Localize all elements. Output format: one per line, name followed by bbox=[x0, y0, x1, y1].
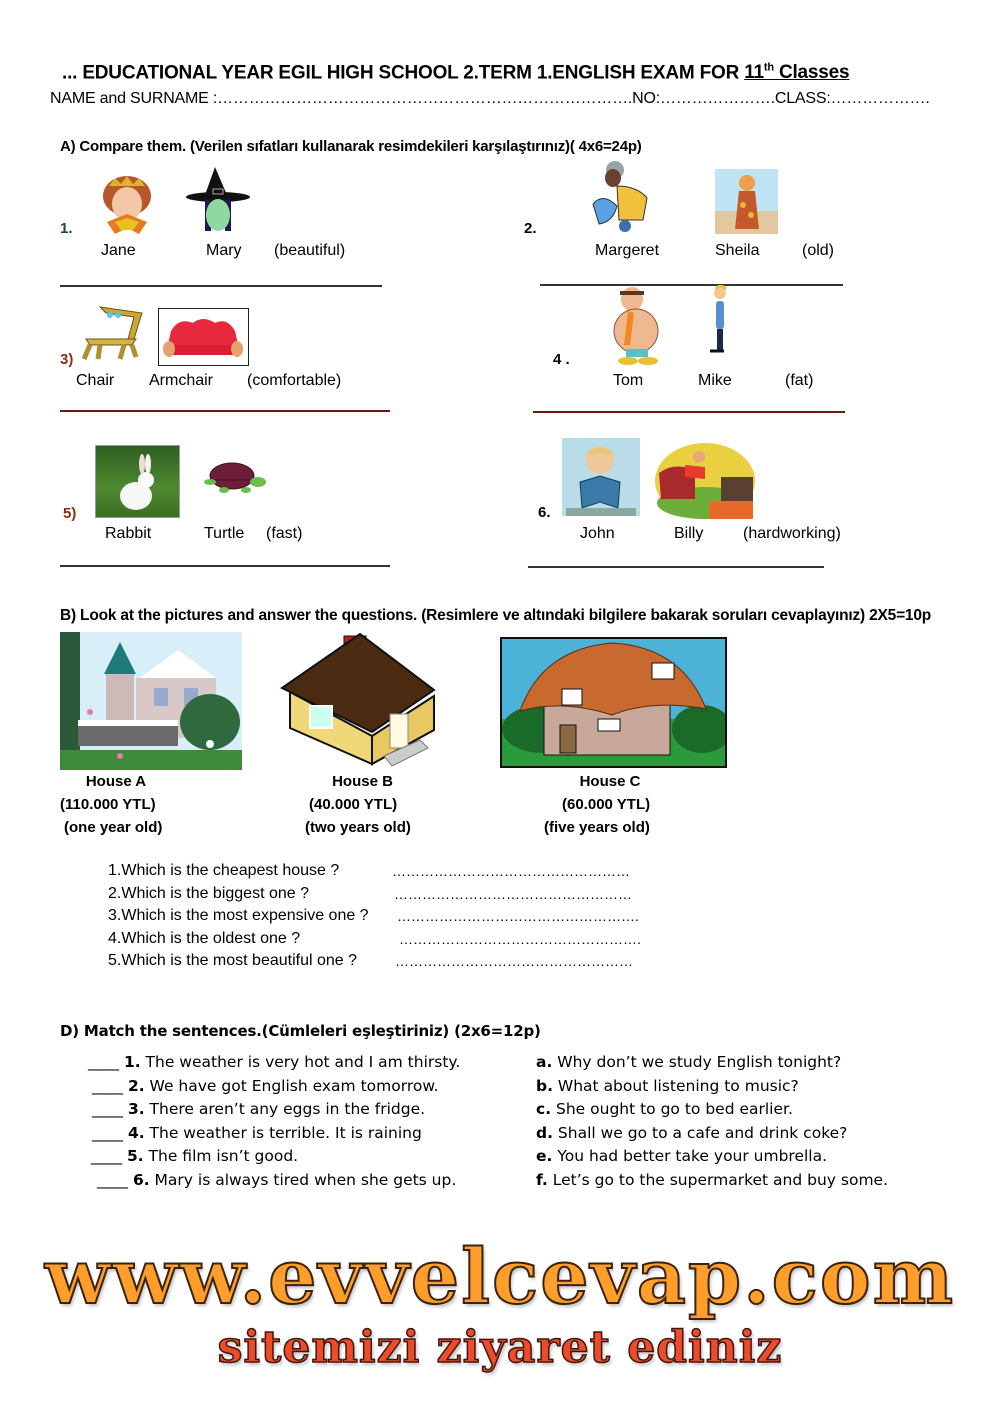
answer-dots-2[interactable]: …………………………………………… bbox=[394, 885, 632, 902]
fat-man-picture bbox=[610, 285, 662, 365]
name-1: Chair bbox=[76, 372, 115, 389]
match-number: 3. bbox=[127, 1100, 145, 1118]
match-text: The weather is very hot and I am thirsty. bbox=[140, 1053, 461, 1071]
name-2: Sheila bbox=[715, 242, 760, 259]
match-text: Shall we go to a cafe and drink coke? bbox=[552, 1123, 848, 1142]
house-b-name: House B bbox=[332, 773, 393, 790]
house-b-age: (two years old) bbox=[305, 819, 411, 836]
exam-title bbox=[62, 62, 849, 84]
match-number: 6. bbox=[132, 1170, 150, 1189]
name-no-class-line[interactable]: NAME and SURNAME :…………………………………………………………………….NO:………………….CLASS:………………. bbox=[50, 90, 930, 107]
question-3: 3.Which is the most expensive one ? bbox=[108, 907, 369, 924]
name-1: Tom bbox=[613, 372, 644, 389]
match-text: She ought to go to bed earlier. bbox=[551, 1100, 793, 1118]
knitting-grandmother-picture bbox=[583, 158, 649, 234]
match-text: Mary is always tired when she gets up. bbox=[149, 1170, 457, 1189]
match-text: Why don’t we study English tonight? bbox=[552, 1053, 842, 1071]
adjective: (fast) bbox=[266, 525, 303, 542]
answer-line-2[interactable] bbox=[540, 284, 843, 286]
watermark-site-url: www.evvelcevap.com bbox=[45, 1232, 955, 1321]
match-number: 4. bbox=[127, 1123, 145, 1142]
match-blank[interactable]: ____ bbox=[88, 1053, 119, 1071]
question-1: 1.Which is the cheapest house ? bbox=[108, 862, 340, 879]
name-1: Margeret bbox=[595, 242, 660, 259]
match-number: 5. bbox=[126, 1147, 144, 1165]
turtle-picture bbox=[202, 460, 268, 496]
house-c-age: (five years old) bbox=[544, 819, 650, 836]
match-text: What about listening to music? bbox=[552, 1076, 799, 1095]
match-left-item bbox=[88, 1075, 460, 1099]
match-text: The weather is terrible. It is raining bbox=[144, 1123, 422, 1142]
name-2: Billy bbox=[674, 525, 704, 542]
section-d-heading: D) Match the sentences.(Cümleleri eşleştiriniz) (2x6=12p) bbox=[60, 1022, 541, 1040]
match-letter: f. bbox=[536, 1170, 548, 1189]
match-blank[interactable]: ____ bbox=[92, 1123, 123, 1142]
grade-sup: th bbox=[763, 62, 774, 74]
adjective: (hardworking) bbox=[743, 525, 841, 542]
match-number: 1. bbox=[123, 1053, 141, 1071]
questions-list bbox=[108, 860, 369, 973]
match-left-item bbox=[88, 1169, 460, 1193]
match-text: We have got English exam tomorrow. bbox=[144, 1076, 439, 1095]
house-b-price: (40.000 YTL) bbox=[309, 796, 398, 813]
match-right-item bbox=[536, 1169, 888, 1193]
item-number: 2. bbox=[524, 220, 537, 237]
match-right-item bbox=[536, 1145, 888, 1169]
adjective: (old) bbox=[802, 242, 835, 259]
adjective: (fat) bbox=[785, 372, 814, 389]
match-blank[interactable]: ____ bbox=[92, 1076, 123, 1095]
queen-face-picture bbox=[95, 172, 159, 236]
name-2: Turtle bbox=[204, 525, 245, 542]
red-sofa-picture bbox=[158, 308, 249, 366]
name-1: Jane bbox=[101, 242, 136, 259]
answer-line-3[interactable] bbox=[60, 410, 390, 412]
match-text: Let’s go to the supermarket and buy some. bbox=[547, 1170, 889, 1189]
watermark-visit-text: sitemizi ziyaret ediniz bbox=[217, 1322, 783, 1373]
match-blank[interactable]: ____ bbox=[97, 1170, 128, 1189]
match-blank[interactable]: ____ bbox=[91, 1147, 122, 1165]
answer-dots-4[interactable]: ……………………………………………. bbox=[399, 930, 641, 947]
name-2: Mary bbox=[206, 242, 242, 259]
house-b-picture bbox=[280, 632, 440, 770]
chair-picture bbox=[80, 305, 148, 361]
house-a-name: House A bbox=[85, 773, 147, 790]
answer-line-5[interactable] bbox=[60, 565, 390, 567]
match-text: The film isn’t good. bbox=[143, 1147, 299, 1165]
match-letter: b. bbox=[536, 1076, 553, 1095]
match-right-list bbox=[536, 1051, 888, 1192]
boy-reading-picture bbox=[562, 438, 640, 516]
match-left-item bbox=[88, 1098, 460, 1122]
match-number: 2. bbox=[127, 1076, 145, 1095]
match-text: There aren’t any eggs in the fridge. bbox=[144, 1100, 426, 1118]
name-1: John bbox=[580, 525, 615, 542]
item-number: 1. bbox=[60, 220, 73, 237]
question-2: 2.Which is the biggest one ? bbox=[108, 884, 310, 902]
item-number: 5) bbox=[63, 505, 77, 522]
section-a-heading: A) Compare them. (Verilen sıfatları kullanarak resimdekileri karşılaştırınız)( 4x6=24p) bbox=[60, 138, 642, 155]
match-right-item bbox=[536, 1075, 888, 1099]
boy-watching-tv-picture bbox=[655, 443, 755, 519]
match-left-item bbox=[88, 1051, 460, 1075]
house-c-name: House C bbox=[579, 773, 641, 790]
item-number: 4 . bbox=[553, 351, 570, 368]
name-2: Mike bbox=[698, 372, 732, 389]
name-2: Armchair bbox=[149, 372, 214, 389]
title-grade bbox=[744, 62, 849, 83]
house-c-price: (60.000 YTL) bbox=[562, 796, 651, 813]
question-4: 4.Which is the oldest one ? bbox=[108, 929, 301, 947]
answer-line-6[interactable] bbox=[528, 566, 824, 568]
match-text: You had better take your umbrella. bbox=[552, 1147, 828, 1165]
match-letter: d. bbox=[536, 1123, 553, 1142]
woman-at-beach-picture bbox=[715, 169, 778, 234]
item-number: 3) bbox=[60, 351, 74, 368]
answer-line-4[interactable] bbox=[533, 411, 845, 413]
answer-dots-5[interactable]: …………………………………………… bbox=[395, 953, 633, 969]
adjective: (beautiful) bbox=[274, 242, 346, 259]
match-left-item bbox=[88, 1145, 460, 1169]
match-left-item bbox=[88, 1122, 460, 1146]
match-right-item bbox=[536, 1122, 888, 1146]
thin-man-picture bbox=[706, 285, 736, 355]
name-1: Rabbit bbox=[105, 525, 152, 542]
match-letter: e. bbox=[536, 1147, 553, 1165]
grade-suffix: Classes bbox=[773, 62, 850, 84]
section-b-heading: B) Look at the pictures and answer the questions. (Resimlere ve altındaki bilgilere bakarak soruları cevaplayınız) 2X5=10p bbox=[60, 607, 932, 624]
title-text: ... EDUCATIONAL YEAR EGIL HIGH SCHOOL 2.TERM 1.ENGLISH EXAM FOR bbox=[62, 62, 745, 84]
question-5: 5.Which is the most beautiful one ? bbox=[108, 952, 358, 969]
grade-number: 11 bbox=[744, 62, 764, 84]
answer-dots-1[interactable]: …………………………………………… bbox=[392, 863, 630, 879]
match-right-item bbox=[536, 1051, 888, 1075]
answer-dots-3[interactable]: ……………………………………………. bbox=[397, 908, 639, 924]
house-a-price: (110.000 YTL) bbox=[60, 796, 156, 813]
match-left-list bbox=[88, 1051, 460, 1192]
match-right-item bbox=[536, 1098, 888, 1122]
answer-line-1[interactable] bbox=[60, 285, 382, 287]
house-a-age: (one year old) bbox=[64, 819, 163, 836]
adjective: (comfortable) bbox=[247, 372, 342, 389]
witch-face-picture bbox=[185, 165, 251, 237]
match-blank[interactable]: ____ bbox=[92, 1100, 123, 1118]
house-c-picture bbox=[500, 637, 727, 768]
rabbit-picture bbox=[95, 445, 180, 518]
item-number: 6. bbox=[538, 504, 551, 521]
match-letter: c. bbox=[536, 1100, 552, 1118]
house-a-picture bbox=[60, 632, 242, 770]
match-letter: a. bbox=[536, 1053, 553, 1071]
